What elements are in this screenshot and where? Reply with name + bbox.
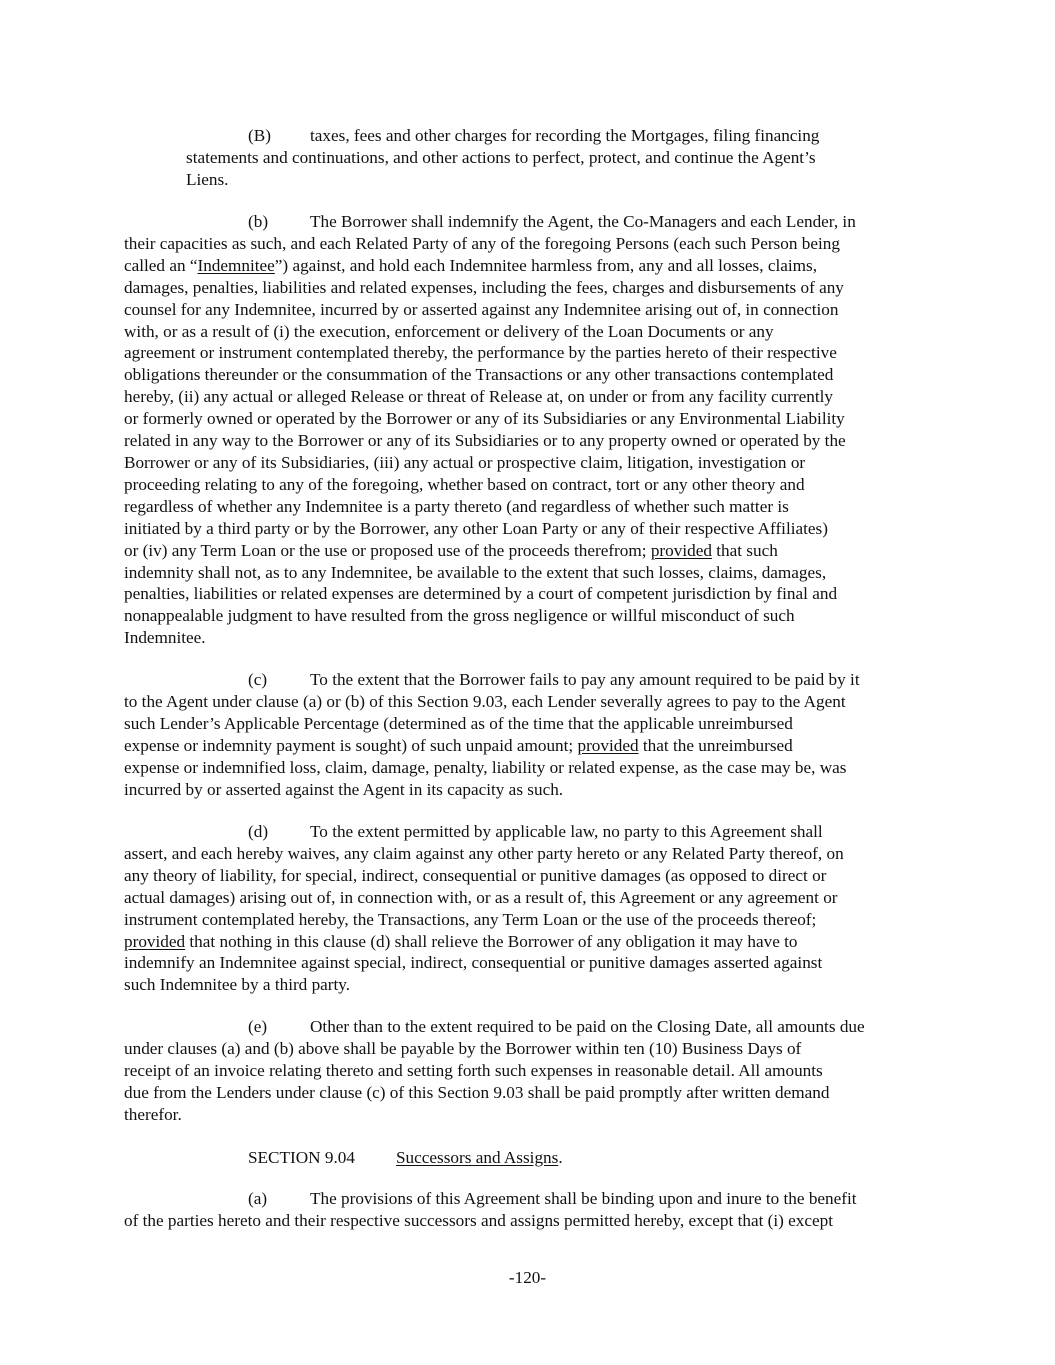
paragraph-b-label: (b) (248, 212, 269, 231)
paragraph-c-line: incurred by or asserted against the Agent in its capacity as such. (124, 779, 564, 799)
paragraph-b-line: related in any way to the Borrower or any of its Subsidiaries or to any property owned or operated by the (124, 431, 846, 451)
paragraph-b-line: proceeding relating to any of the foregoing, whether based on contract, tort or any other theory and (124, 474, 805, 494)
paragraph-e-line: under clauses (a) and (b) above shall be payable by the Borrower within ten (10) Business Days of (124, 1038, 802, 1058)
paragraph-e-line: due from the Lenders under clause (c) of this Section 9.03 shall be paid promptly after written demand (124, 1082, 830, 1102)
paragraph-b-line: Borrower or any of its Subsidiaries, (iii) any actual or prospective claim, litigation, investigation or (124, 452, 806, 472)
paragraph-b-line: hereby, (ii) any actual or alleged Release or threat of Release at, on under or from any facility currently (124, 387, 833, 407)
paragraph-d-line: instrument contemplated hereby, the Transactions, any Term Loan or the use of the proceeds thereof; (124, 909, 817, 929)
paragraph-b-line: agreement or instrument contemplated thereby, the performance by the parties hereto of their respective (124, 343, 837, 363)
paragraph-c-first-line: (c) To the extent that the Borrower fails to pay any amount required to be paid by it (248, 670, 860, 689)
paragraph-b-line: damages, penalties, liabilities and related expenses, including the fees, charges and disbursements of any (124, 277, 844, 297)
section-title: Successors and Assigns (396, 1148, 559, 1167)
paragraph-d-line: provided that nothing in this clause (d) shall relieve the Borrower of any obligation it may have to (124, 931, 798, 951)
paragraph-B (186, 125, 926, 191)
paragraph-d-line: actual damages) arising out of, in connection with, or as a result of, this Agreement or any agreement or (124, 887, 838, 907)
paragraph-a (124, 1188, 934, 1232)
paragraph-e (124, 1016, 934, 1126)
paragraph-d-line: assert, and each hereby waives, any claim against any other party hereto or any Related Party thereof, on (124, 843, 844, 863)
paragraph-c-line: to the Agent under clause (a) or (b) of this Section 9.03, each Lender severally agrees to pay to the Agent (124, 691, 846, 711)
paragraph-b-line: Indemnitee. (124, 628, 206, 648)
paragraph-e-first-line: (e) Other than to the extent required to be paid on the Closing Date, all amounts due (248, 1017, 865, 1036)
defined-term-indemnitee: Indemnitee (197, 255, 275, 275)
paragraph-b-line: their capacities as such, and each Related Party of any of the foregoing Persons (each such Person being (124, 233, 840, 253)
paragraph-b-first-line: (b) The Borrower shall indemnify the Agent, the Co-Managers and each Lender, in (248, 212, 856, 231)
section-number: SECTION 9.04 (248, 1148, 355, 1167)
paragraph-b-line: initiated by a third party or by the Borrower, any other Loan Party or any of their respective Affiliates) (124, 518, 828, 538)
page-number: -120- (508, 1268, 547, 1287)
paragraph-b-line: penalties, liabilities or related expenses are determined by a court of competent jurisdiction by final and (124, 584, 838, 604)
paragraph-b-line: nonappealable judgment to have resulted from the gross negligence or willful misconduct of such (124, 606, 795, 626)
paragraph-b-line: counsel for any Indemnitee, incurred by or asserted against any Indemnitee arising out of, in connection (124, 299, 839, 319)
defined-term-provided: provided (650, 540, 712, 560)
paragraph-b-line: with, or as a result of (i) the execution, enforcement or delivery of the Loan Documents or any (124, 321, 774, 341)
paragraph-B-line: (B) taxes, fees and other charges for recording the Mortgages, filing financing (248, 126, 820, 145)
paragraph-c-line: such Lender’s Applicable Percentage (determined as of the time that the applicable unreimbursed (124, 713, 793, 733)
paragraph-a-first-line: (a) The provisions of this Agreement shall be binding upon and inure to the benefit (248, 1189, 857, 1208)
paragraph-b-line: or formerly owned or operated by the Borrower or any of its Subsidiaries or any Environmental Liability (124, 409, 845, 429)
paragraph-d-line: any theory of liability, for special, indirect, consequential or punitive damages (as opposed to direct or (124, 865, 827, 885)
paragraph-B-line: statements and continuations, and other actions to perfect, protect, and continue the Agent’s (186, 147, 816, 167)
paragraph-B-line: Liens. (186, 169, 229, 189)
paragraph-c-label: (c) (248, 670, 268, 689)
paragraph-d-first-line: (d) To the extent permitted by applicable law, no party to this Agreement shall (248, 822, 823, 841)
paragraph-b-line: regardless of whether any Indemnitee is a party thereto (and regardless of whether such matter is (124, 496, 789, 516)
paragraph-a-line: of the parties hereto and their respective successors and assigns permitted hereby, except that (i) except (124, 1210, 834, 1230)
paragraph-e-line: therefor. (124, 1104, 182, 1124)
paragraph-b-line: obligations thereunder or the consummation of the Transactions or any other transactions contemplated (124, 365, 834, 385)
paragraph-b-line: indemnity shall not, as to any Indemnitee, be available to the extent that such losses, claims, damages, (124, 562, 827, 582)
paragraph-e-line: receipt of an invoice relating thereto and setting forth such expenses in reasonable detail. All amounts (124, 1060, 823, 1080)
paragraph-d (124, 821, 934, 996)
paragraph-e-label: (e) (248, 1017, 268, 1036)
paragraph-d-line: such Indemnitee by a third party. (124, 975, 351, 995)
paragraph-c-line: expense or indemnified loss, claim, damage, penalty, liability or related expense, as the case may be, was (124, 757, 847, 777)
paragraph-b-line: or (iv) any Term Loan or the use or proposed use of the proceeds therefrom; provided that such (124, 540, 778, 560)
paragraph-c (124, 669, 934, 800)
paragraph-c-line: expense or indemnity payment is sought) of such unpaid amount; provided that the unreimbursed (124, 735, 793, 755)
defined-term-provided: provided (577, 735, 639, 755)
paragraph-b-line: called an “Indemnitee”) against, and hold each Indemnitee harmless from, any and all losses, claims, (124, 255, 817, 275)
defined-term-provided: provided (124, 931, 186, 951)
paragraph-b (124, 211, 934, 649)
paragraph-d-label: (d) (248, 822, 269, 841)
paragraph-a-label: (a) (248, 1189, 268, 1208)
paragraph-B-label: (B) (248, 126, 271, 145)
section-heading: SECTION 9.04 Successors and Assigns. (248, 1148, 563, 1167)
paragraph-d-line: indemnify an Indemnitee against special, indirect, consequential or punitive damages asserted against (124, 953, 823, 973)
